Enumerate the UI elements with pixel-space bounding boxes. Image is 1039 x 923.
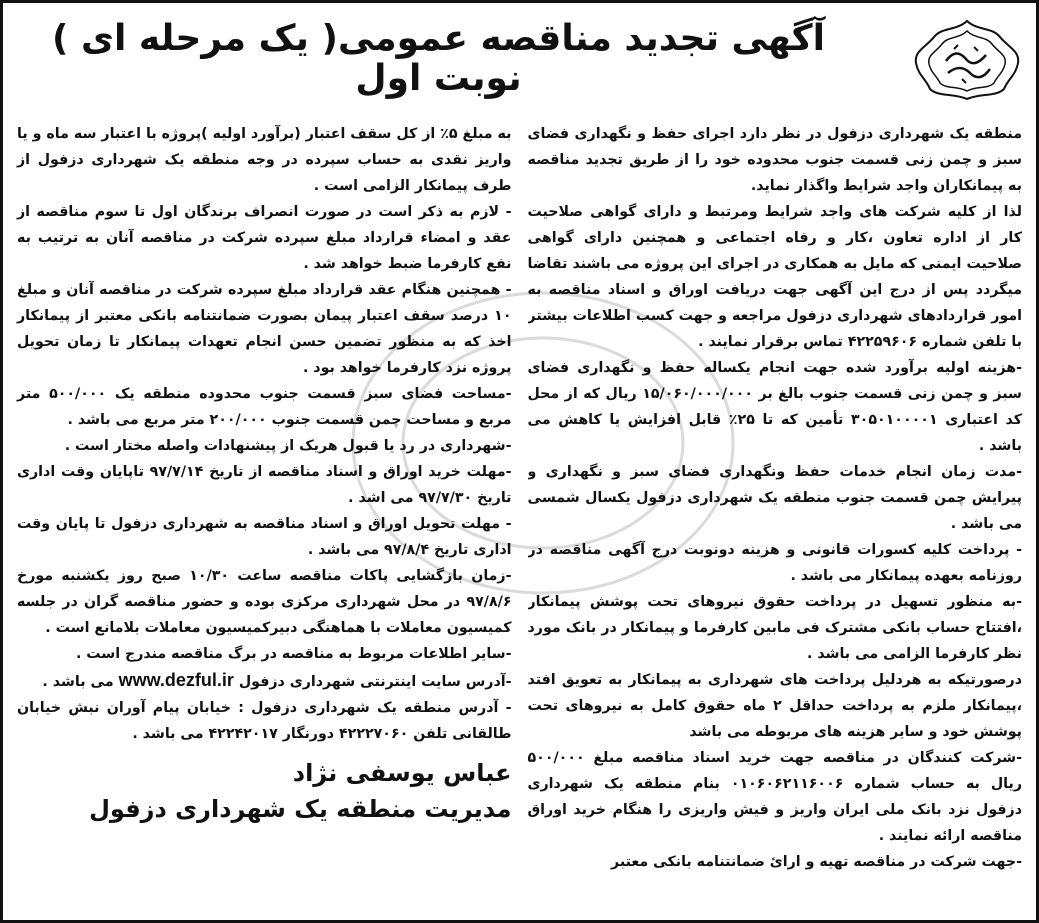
paragraph: - پرداخت کلیه کسورات قانونی و هزینه دونوبت درج آگهی مناقصه در روزنامه بعهده پیمانکار می باشد . xyxy=(527,542,1022,584)
address-paragraph: - آدرس منطقه یک شهرداری دزفول : خیابان پیام آوران نبش خیابان طالقانی تلفن ۴۲۲۲۷۰۶۰ دورنگار ۴۲۲۴۲۰۱۷ می باشد . xyxy=(17,700,512,742)
paragraph: منطقه یک شهرداری دزفول در نظر دارد اجرای حفظ و نگهداری فضای سبز و چمن زنی قسمت جنوب محدوده خود را از طریق تجدید مناقصه به پیمانکاران واجد شرایط واگذار نماید. xyxy=(527,126,1022,194)
website-suffix: می باشد . xyxy=(42,674,114,690)
paragraph: لذا از کلیه شرکت های واجد شرایط ومرتبط و دارای گواهی صلاحیت کار از اداره تعاون ،کار و رفاه اجتماعی و همچنین دارای گواهی صلاحیت ایمنی که مایل به همکاری در اجرای این پروژه می باشند تقاضا میگردد پس از درج این آگهی جهت دریافت اوراق و اسناد مناقصه به امور قراردادهای شهرداری دزفول مراجعه و جهت کسب اطلاعات بیشتر با تلفن شماره ۴۲۲۵۹۶۰۶ تماس برقرار نمایند . xyxy=(527,204,1022,350)
paragraph: -مساحت فضای سبز قسمت جنوب محدوده منطقه یک ۵۰۰/۰۰۰ متر مربع و مساحت چمن قسمت جنوب ۲۰۰/۰۰۰ متر مربع می باشد . xyxy=(17,386,512,428)
notice-header xyxy=(11,9,1028,109)
paragraph: -مدت زمان انجام خدمات حفظ ونگهداری فضای سبز و نگهداری و پیرایش چمن قسمت جنوب منطقه یک شهرداری دزفول یکسال شمسی می باشد . xyxy=(527,464,1022,532)
paragraph: -هزینه اولیه برآورد شده جهت انجام یکساله حفظ و نگهداری فضای سبز و چمن زنی قسمت جنوب بالغ بر ۱۵/۰۶۰/۰۰۰/۰۰۰ ریال که از محل کد اعتباری ۳۰۵۰۱۰۰۰۰۱ تأمین که تا ۲۵٪ قابل افزایش یا کاهش می باشد . xyxy=(527,360,1023,454)
website-link[interactable]: www.dezful.ir xyxy=(118,670,234,690)
notice-body xyxy=(13,121,1026,912)
signatory-name: عباس یوسفی نژاد xyxy=(292,759,512,787)
paragraph: -جهت شرکت در مناقصه تهیه و ارائ ضمانتنامه بانکی معتبر xyxy=(611,854,1022,870)
website-label: -آدرس سایت اینترنتی شهرداری دزفول xyxy=(238,674,512,690)
signatory-title: مدیریت منطقه یک شهرداری دزفول xyxy=(89,795,512,823)
paragraph: - لازم به ذکر است در صورت انصراف برندگان اول تا سوم مناقصه از عقد و امضاء قرارداد مبلغ سپرده شرکت در مناقصه آنان به ترتیب به نفع کارفرما ضبط خواهد شد . xyxy=(17,204,512,272)
signature-block xyxy=(17,755,512,827)
paragraph: -مهلت خرید اوراق و اسناد مناقصه از تاریخ ۹۷/۷/۱۴ تاپایان وقت اداری تاریخ ۹۷/۷/۳۰ می اشد . xyxy=(17,464,512,506)
paragraph: به مبلغ ۵٪ از کل سقف اعتبار (برآورد اولیه )پروژه با اعتبار سه ماه و یا واریز نقدی به حساب سپرده در وجه منطقه یک شهرداری دزفول از طرف پیمانکار الزامی است . xyxy=(17,126,512,194)
paragraph: -شهرداری در رد یا قبول هریک از پیشنهادات واصله مختار است . xyxy=(64,438,512,454)
municipality-seal-icon xyxy=(906,16,1028,102)
paragraph: - مهلت تحویل اوراق و اسناد مناقصه به شهرداری دزفول تا پایان وقت اداری تاریخ ۹۷/۸/۴ می باشد . xyxy=(17,516,512,558)
website-paragraph xyxy=(17,667,512,695)
left-column xyxy=(13,121,512,912)
right-column xyxy=(528,121,1027,912)
paragraph: -زمان بازگشایی پاکات مناقصه ساعت ۱۰/۳۰ صبح روز یکشنبه مورخ ۹۷/۸/۶ در محل شهرداری مرکزی بوده و حضور مناقصه گران در جلسه کمیسیون معاملات با هماهنگی دبیرکمیسیون معاملات بلامانع است . xyxy=(17,568,512,636)
paragraph: -به منظور تسهیل در پرداخت حقوق نیروهای تحت پوشش پیمانکار ،افتتاح حساب بانکی مشترک فی مابین کارفرما و پیمانکار در بانک مورد نظر کارفرما الزامی می باشد . xyxy=(527,594,1022,662)
paragraph: - همچنین هنگام عقد قرارداد مبلغ سپرده شرکت در مناقصه آنان و مبلغ ۱۰ درصد سقف اعتبار پیمان بصورت ضمانتنامه بانکی معتبر از پیمانکار اخذ که به منظور تضمین حسن انجام تعهدات پیمانکار تا زمان تحویل پروژه نزد کارفرما خواهد بود . xyxy=(17,282,512,376)
paragraph: -سایر اطلاعات مربوط به مناقصه در برگ مناقصه مندرج است . xyxy=(75,646,512,662)
paragraph: -شرکت کنندگان در مناقصه جهت خرید اسناد مناقصه مبلغ ۵۰۰/۰۰۰ ریال به حساب شماره ۰۱۰۶۰۶۲۱۱۶۰۰۶ بنام منطقه یک شهرداری دزفول نزد بانک ملی ایران واریز و فیش واریزی را هنگام خرید اوراق مناقصه ارائه نمایند . xyxy=(527,750,1023,844)
paragraph: درصورتیکه به هردلیل پرداخت های شهرداری به پیمانکار به تعویق افتد ،پیمانکار ملزم به پرداخت حداقل ۲ ماه حقوق کامل به نیروهای تحت پوشش خود و سایر هزینه های مربوطه می باشد xyxy=(527,672,1022,740)
notice-title: آگهی تجدید مناقصه عمومی( یک مرحله ای ) نوبت اول xyxy=(52,18,825,99)
